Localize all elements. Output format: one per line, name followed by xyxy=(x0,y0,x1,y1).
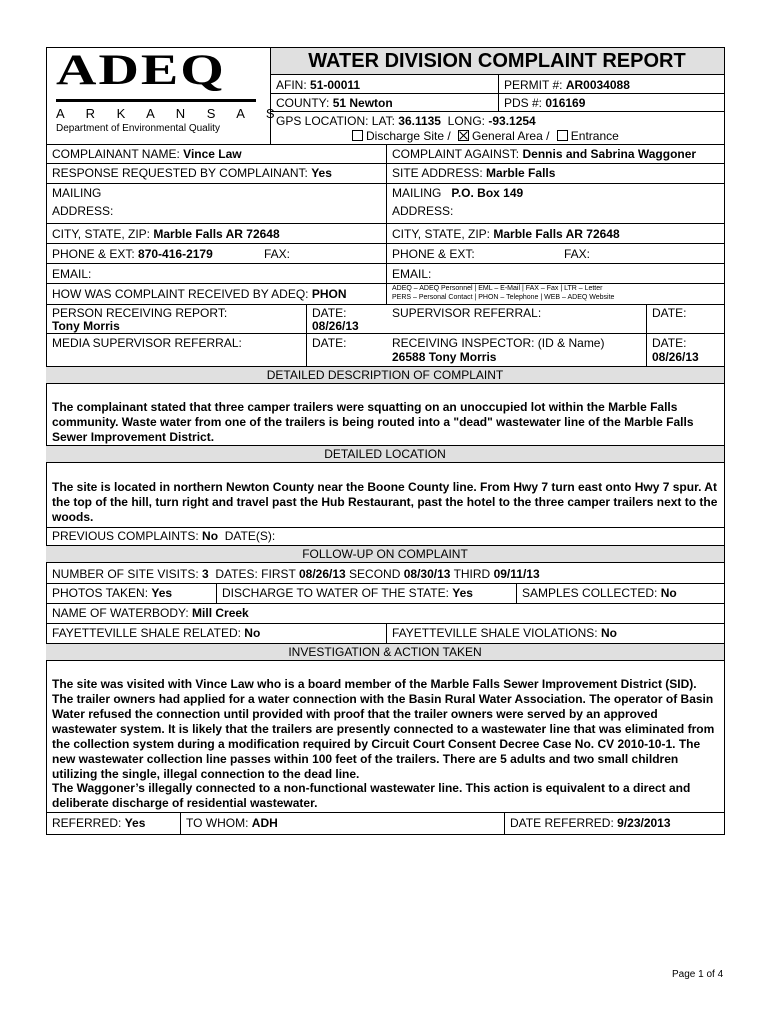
followup-heading: FOLLOW-UP ON COMPLAINT xyxy=(46,545,724,563)
media-supervisor-label: MEDIA SUPERVISOR REFERRAL: xyxy=(52,336,242,350)
receiving-inspector-value: 26588 Tony Morris xyxy=(392,350,497,364)
general-area-checkbox[interactable] xyxy=(458,130,469,141)
receiving-date-label: DATE: xyxy=(312,306,347,320)
site-address: SITE ADDRESS: Marble Falls xyxy=(392,166,556,180)
complainant-mailing-label: MAILING xyxy=(52,186,102,200)
discharge-site-checkbox[interactable] xyxy=(352,130,363,141)
person-receiving-value: Tony Morris xyxy=(52,319,120,333)
photos-taken: PHOTOS TAKEN: Yes xyxy=(52,586,173,600)
complainant-phone: PHONE & EXT: 870-416-2179 xyxy=(52,247,213,261)
subject-city-state-zip: CITY, STATE, ZIP: Marble Falls AR 72648 xyxy=(392,227,620,241)
complaint-against: COMPLAINT AGAINST: Dennis and Sabrina Waggoner xyxy=(392,147,697,161)
investigation-conclusion: The Waggoner’s illegally connected to a non-functional wastewater line. This action is equivalent to a direct and deliberate discharge of residential wastewater. xyxy=(52,781,691,810)
subject-fax-label: FAX: xyxy=(564,247,591,261)
subject-address-label: ADDRESS: xyxy=(392,204,454,218)
media-date-label: DATE: xyxy=(312,336,347,350)
page-number: Page 1 of 4 xyxy=(672,969,724,980)
report-title: WATER DIVISION COMPLAINT REPORT xyxy=(308,50,686,72)
how-received: HOW WAS COMPLAINT RECEIVED BY ADEQ: PHON xyxy=(52,287,347,301)
referred: REFERRED: Yes xyxy=(52,816,146,830)
complainant-city-state-zip: CITY, STATE, ZIP: Marble Falls AR 72648 xyxy=(52,227,280,241)
subject-email-label: EMAIL: xyxy=(392,267,432,281)
shale-violations: FAYETTEVILLE SHALE VIOLATIONS: No xyxy=(392,626,617,640)
description-heading: DETAILED DESCRIPTION OF COMPLAINT xyxy=(46,366,724,384)
complainant-address-label: ADDRESS: xyxy=(52,204,114,218)
logo-department: Department of Environmental Quality xyxy=(56,123,220,134)
shale-related: FAYETTEVILLE SHALE RELATED: No xyxy=(52,626,261,640)
investigation-heading: INVESTIGATION & ACTION TAKEN xyxy=(46,643,724,661)
investigation-text: The site was visited with Vince Law who is a board member of the Marble Falls Sewer Improvement District (SID). The trailer owners had applied for a water connection with the Basin Rural Water Association. The operator of Basin Water refused the connection until provided with proof that the trailer owners were served by an approved wastewater system. It is likely that the trailers are presently connected to a wastewater line that was eliminated from the collection system during a modification required by Circuit Court Consent Decree Case No. CV 2010-10-1. The new wastewater collection line passes within 100 feet of the trailers. There are 5 adults and two small children utilizing the single, illegal connection to the dead line. xyxy=(52,677,715,781)
complainant-fax-label: FAX: xyxy=(264,247,291,261)
date-referred: DATE REFERRED: 9/23/2013 xyxy=(510,816,671,830)
waterbody-name: NAME OF WATERBODY: Mill Creek xyxy=(52,606,249,620)
method-legend-line1: ADEQ – ADEQ Personnel | EML – E-Mail | FAX – Fax | LTR – Letter xyxy=(392,285,603,292)
inspector-date-value: 08/26/13 xyxy=(652,350,699,364)
method-legend-line2: PERS – Personal Contact | PHON – Telephone | WEB – ADEQ Website xyxy=(392,294,615,301)
permit-field: PERMIT #: AR0034088 xyxy=(504,78,630,92)
receiving-date-value: 08/26/13 xyxy=(312,319,359,333)
referred-to-whom: TO WHOM: ADH xyxy=(186,816,278,830)
location-heading: DETAILED LOCATION xyxy=(46,445,724,463)
logo-wordmark: ADEQ xyxy=(56,45,226,95)
location-type-options: Discharge Site / General Area / Entrance xyxy=(352,129,619,143)
inspector-date-label: DATE: xyxy=(652,336,687,350)
person-receiving-label: PERSON RECEIVING REPORT: xyxy=(52,306,228,320)
supervisor-date-label: DATE: xyxy=(652,306,687,320)
subject-mailing: MAILING P.O. Box 149 xyxy=(392,186,524,200)
afin-field: AFIN: 51-00011 xyxy=(276,78,361,92)
description-text: The complainant stated that three camper trailers were squatting on an unoccupied lot within the Marble Falls community. Waste water from one of the trailers is being routed into a "dead" wastewater line of the Marble Falls Sewer Improvement District. xyxy=(52,400,694,444)
subject-phone-label: PHONE & EXT: xyxy=(392,247,475,261)
adeq-logo xyxy=(56,45,284,138)
site-visits: NUMBER OF SITE VISITS: 3 DATES: FIRST 08/26/13 SECOND 08/30/13 THIRD 09/11/13 xyxy=(52,567,540,581)
complainant-email-label: EMAIL: xyxy=(52,267,92,281)
pds-field: PDS #: 016169 xyxy=(504,96,586,110)
complainant-name: COMPLAINANT NAME: Vince Law xyxy=(52,147,242,161)
gps-field: GPS LOCATION: LAT: 36.1135 LONG: -93.1254 xyxy=(276,114,536,128)
response-requested: RESPONSE REQUESTED BY COMPLAINANT: Yes xyxy=(52,166,332,180)
supervisor-referral-label: SUPERVISOR REFERRAL: xyxy=(392,306,542,320)
location-text: The site is located in northern Newton County near the Boone County line. From Hwy 7 turn east onto Hwy 7 spur. At the top of the hill, turn right and travel past the Hub Restaurant, past the hotel to the three camper trailers next to the woods. xyxy=(52,480,718,524)
logo-state: A R K A N S A S xyxy=(56,106,284,121)
county-field: COUNTY: 51 Newton xyxy=(276,96,393,110)
receiving-inspector-label: RECEIVING INSPECTOR: (ID & Name) xyxy=(392,336,605,350)
discharge-to-water: DISCHARGE TO WATER OF THE STATE: Yes xyxy=(222,586,473,600)
entrance-checkbox[interactable] xyxy=(557,130,568,141)
previous-complaints: PREVIOUS COMPLAINTS: No DATE(S): xyxy=(52,529,276,543)
samples-collected: SAMPLES COLLECTED: No xyxy=(522,586,677,600)
